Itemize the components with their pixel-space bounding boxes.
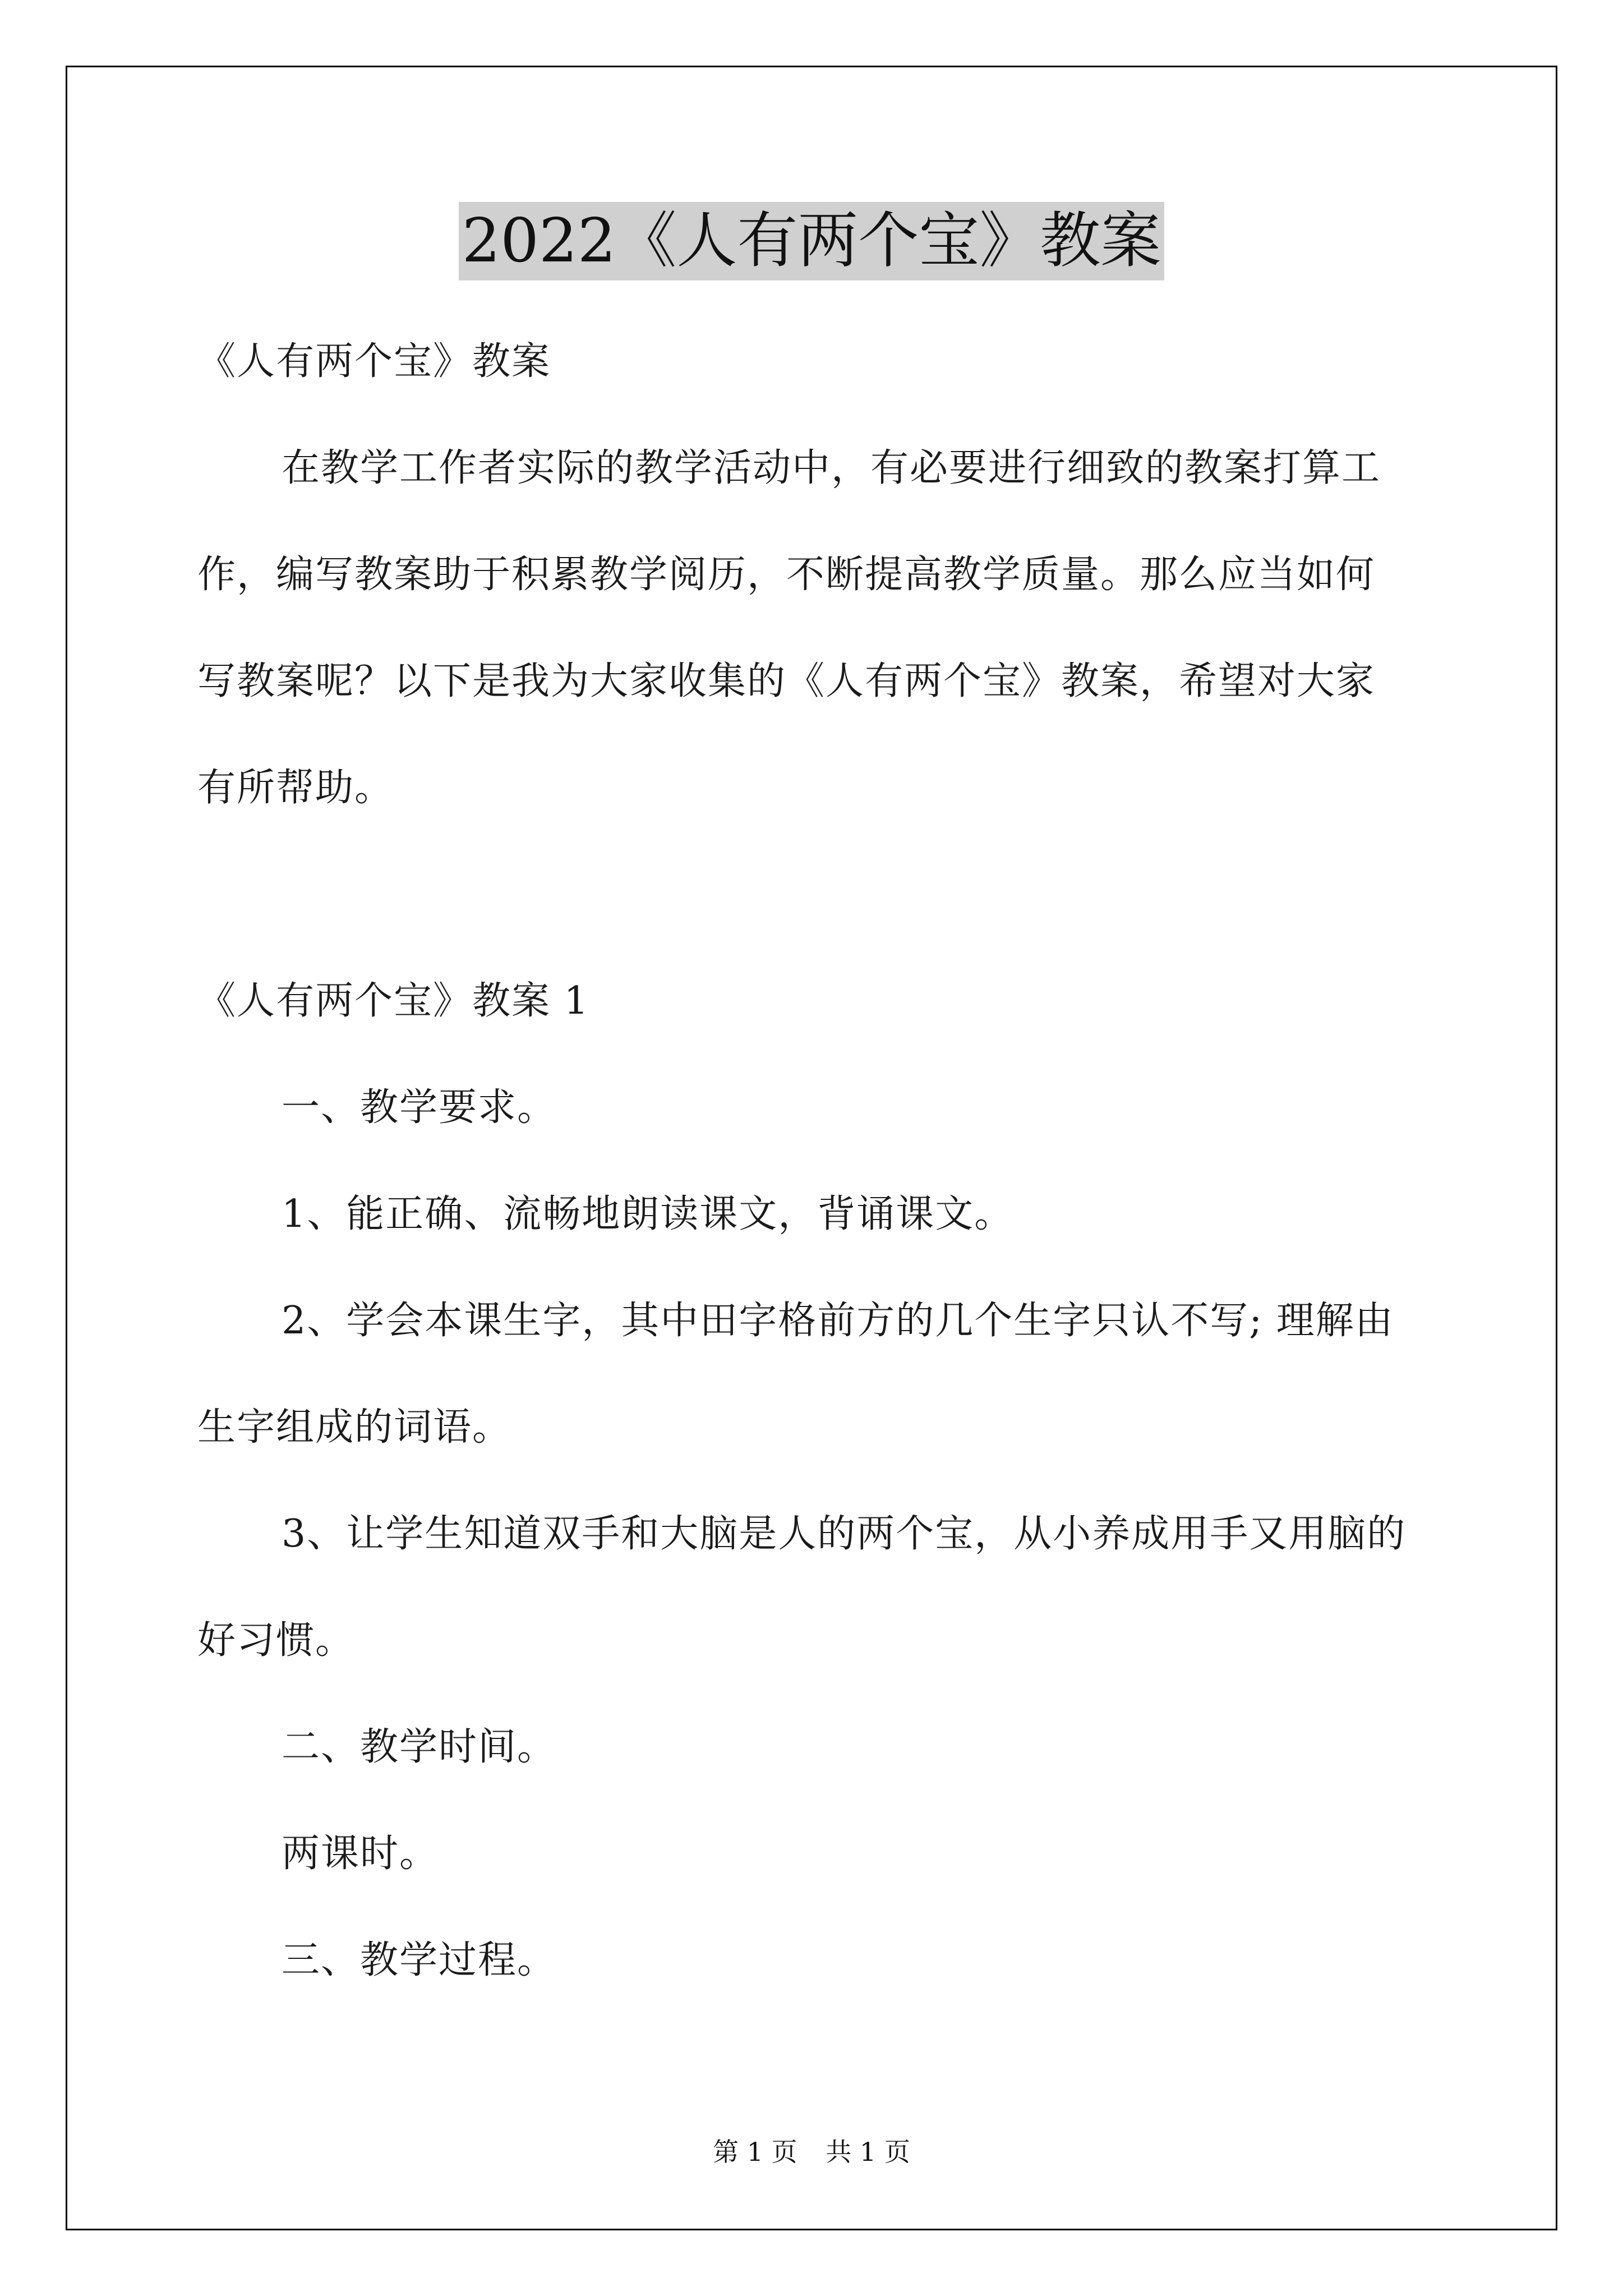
page-footer (0, 2132, 1623, 2169)
time-heading: 二、教学时间。 (282, 1725, 557, 1769)
time-value: 两课时。 (282, 1832, 439, 1876)
section-title: 《人有两个宝》教案 1 (197, 979, 589, 1023)
intro-line: 写教案呢？以下是我为大家收集的《人有两个宝》教案，希望对大家 (197, 659, 1376, 703)
page-total: 共 1 页 (826, 2137, 910, 2167)
requirements-heading: 一、教学要求。 (282, 1085, 557, 1130)
requirement-item: 3、让学生知道双手和大脑是人的两个宝，从小养成用手又用脑的 (282, 1512, 1407, 1556)
spacer (197, 841, 1431, 948)
requirement-item: 1、能正确、流畅地朗读课文，背诵课文。 (282, 1192, 1014, 1236)
requirement-item-continued: 生字组成的词语。 (197, 1405, 512, 1450)
intro-line: 有所帮助。 (197, 766, 394, 810)
document-body (197, 309, 1431, 2014)
requirement-item-continued: 好习惯。 (197, 1618, 355, 1663)
intro-line: 作，编写教案助于积累教学阅历，不断提高教学质量。那么应当如何 (197, 553, 1376, 597)
title-container (0, 202, 1623, 280)
requirement-item: 2、学会本课生字，其中田字格前方的几个生字只认不写; 理解由 (282, 1299, 1394, 1343)
document-title: 2022《人有两个宝》教案 (459, 202, 1165, 280)
subtitle: 《人有两个宝》教案 (197, 339, 551, 384)
page-number: 第 1 页 (713, 2137, 797, 2167)
intro-line: 在教学工作者实际的教学活动中，有必要进行细致的教案打算工 (282, 446, 1381, 490)
process-heading: 三、教学过程。 (282, 1938, 557, 1982)
